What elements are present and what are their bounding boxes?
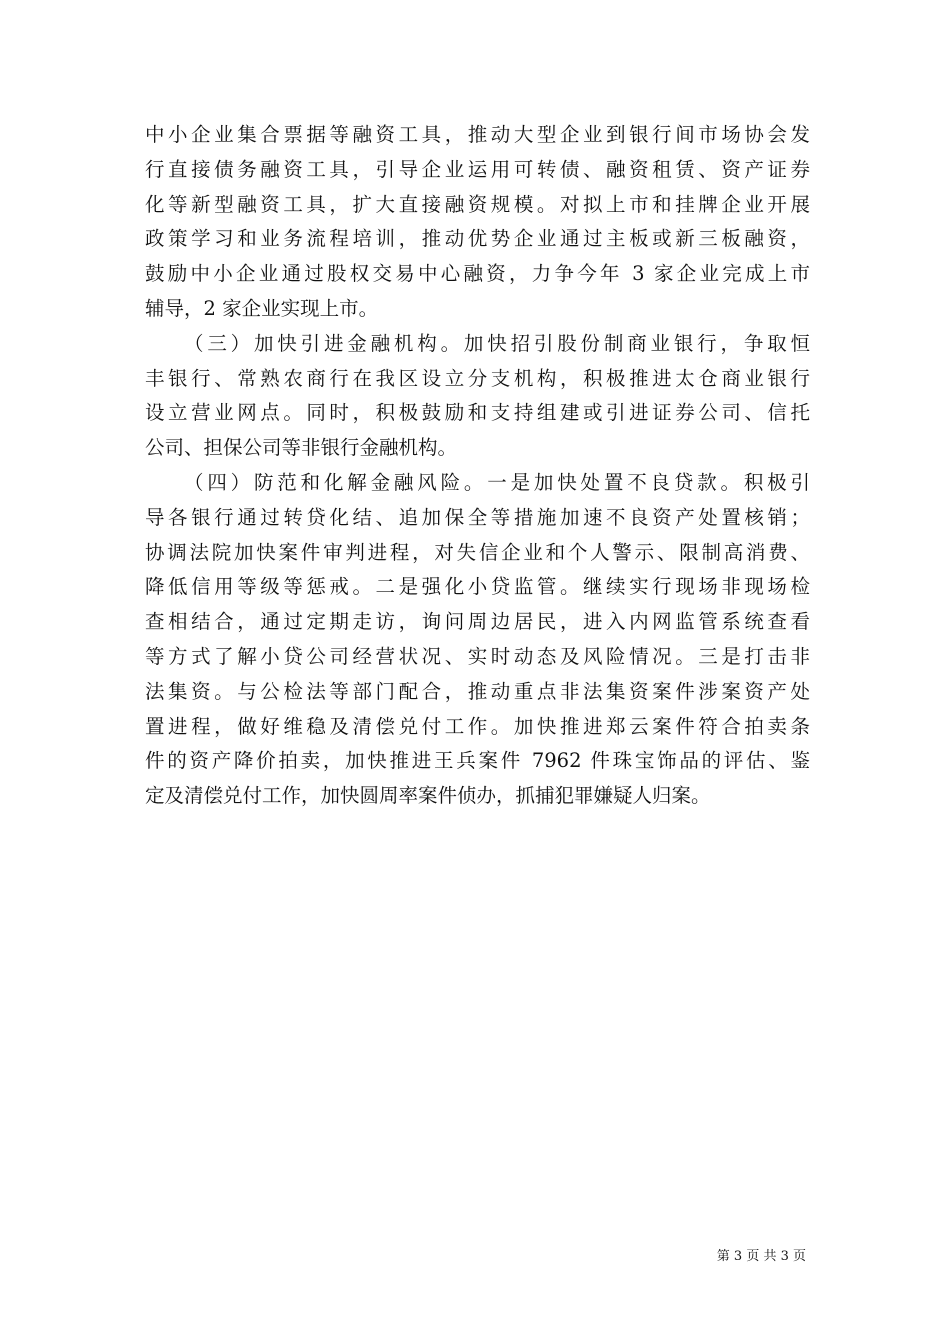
text-line: 公司、担保公司等非银行金融机构。 [145,436,458,460]
text-line: 辅导，2 家企业实现上市。 [145,296,379,320]
text-line: （三）加快引进金融机构。加快招引股份制商业银行，争取恒 [184,331,810,355]
text-line: 降低信用等级等惩戒。二是强化小贷监管。继续实行现场非现场检 [145,575,810,599]
paragraph-3 [145,466,810,814]
text-line: （四）防范和化解金融风险。一是加快处置不良贷款。积极引 [184,470,810,494]
text-line: 协调法院加快案件审判进程，对失信企业和个人警示、限制高消费、 [145,540,810,564]
text-line: 置进程，做好维稳及清偿兑付工作。加快推进郑云案件符合拍卖条 [145,714,810,738]
paragraph-2 [145,327,810,466]
text-line: 件的资产降价拍卖，加快推进王兵案件 7962 件珠宝饰品的评估、鉴 [145,749,810,773]
page-number-footer: 第 3 页 共 3 页 [716,1249,806,1264]
text-line: 化等新型融资工具，扩大直接融资规模。对拟上市和挂牌企业开展 [145,192,810,216]
text-line: 丰银行、常熟农商行在我区设立分支机构，积极推进太仓商业银行 [145,366,810,390]
text-line: 鼓励中小企业通过股权交易中心融资，力争今年 3 家企业完成上市 [145,262,810,286]
text-line: 政策学习和业务流程培训，推动优势企业通过主板或新三板融资， [145,227,810,251]
text-line: 等方式了解小贷公司经营状况、实时动态及风险情况。三是打击非 [145,644,810,668]
text-line: 法集资。与公检法等部门配合，推动重点非法集资案件涉案资产处 [145,679,810,703]
text-line: 定及清偿兑付工作，加快圆周率案件侦办，抓捕犯罪嫌疑人归案。 [145,784,711,808]
paragraph-1 [145,118,810,327]
text-line: 行直接债务融资工具，引导企业运用可转债、融资租赁、资产证券 [145,157,810,181]
text-line: 中小企业集合票据等融资工具，推动大型企业到银行间市场协会发 [145,123,810,146]
text-line: 导各银行通过转贷化结、追加保全等措施加速不良资产处置核销； [145,505,810,529]
text-line: 查相结合，通过定期走访，询问周边居民，进入内网监管系统查看 [145,610,810,634]
text-line: 设立营业网点。同时，积极鼓励和支持组建或引进证券公司、信托 [145,401,810,425]
document-body [145,118,810,814]
